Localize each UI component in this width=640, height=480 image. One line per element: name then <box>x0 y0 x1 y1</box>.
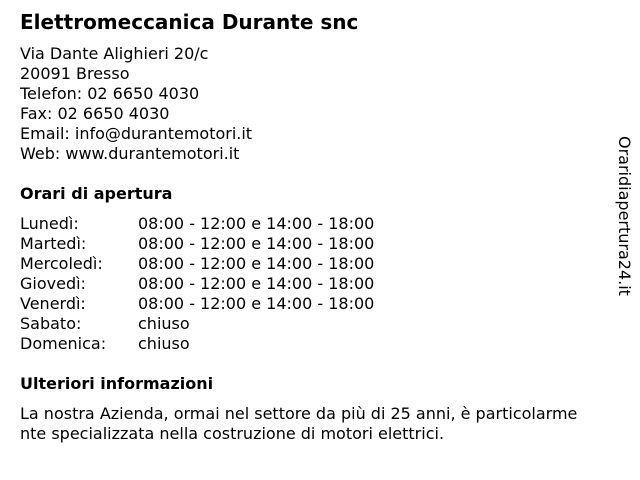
time-value: chiuso <box>138 334 190 353</box>
day-label: Martedì: <box>20 234 87 253</box>
day-label: Sabato: <box>20 314 82 333</box>
time-value: chiuso <box>138 314 190 333</box>
fax-number: Fax: 02 6650 4030 <box>20 104 170 123</box>
additional-info-heading: Ulteriori informazioni <box>20 374 214 393</box>
hours-row-friday <box>20 294 440 314</box>
site-watermark: Oraridiapertura24.it <box>615 136 634 296</box>
opening-hours-heading: Orari di apertura <box>20 184 173 203</box>
hours-row-sunday <box>20 334 440 354</box>
contact-block <box>20 44 252 164</box>
street-address: Via Dante Alighieri 20/c <box>20 44 209 63</box>
time-value: 08:00 - 12:00 e 14:00 - 18:00 <box>138 274 375 293</box>
email-address: Email: info@durantemotori.it <box>20 124 253 143</box>
hours-row-monday <box>20 214 440 234</box>
website-address: Web: www.durantemotori.it <box>20 144 240 163</box>
day-label: Venerdì: <box>20 294 86 313</box>
day-label: Domenica: <box>20 334 107 353</box>
hours-row-tuesday <box>20 234 440 254</box>
hours-row-thursday <box>20 274 440 294</box>
phone-number: Telefon: 02 6650 4030 <box>20 84 200 103</box>
time-value: 08:00 - 12:00 e 14:00 - 18:00 <box>138 234 375 253</box>
company-name: Elettromeccanica Durante snc <box>20 10 359 34</box>
day-label: Lunedì: <box>20 214 79 233</box>
info-line: La nostra Azienda, ormai nel settore da più di 25 anni, è particolarme <box>20 404 578 423</box>
opening-hours-table <box>20 214 440 354</box>
city-address: 20091 Bresso <box>20 64 130 83</box>
time-value: 08:00 - 12:00 e 14:00 - 18:00 <box>138 254 375 273</box>
additional-info-text <box>20 404 630 444</box>
time-value: 08:00 - 12:00 e 14:00 - 18:00 <box>138 294 375 313</box>
info-line: nte specializzata nella costruzione di motori elettrici. <box>20 424 445 443</box>
hours-row-wednesday <box>20 254 440 274</box>
day-label: Mercoledì: <box>20 254 103 273</box>
day-label: Giovedì: <box>20 274 86 293</box>
hours-row-saturday <box>20 314 440 334</box>
time-value: 08:00 - 12:00 e 14:00 - 18:00 <box>138 214 375 233</box>
